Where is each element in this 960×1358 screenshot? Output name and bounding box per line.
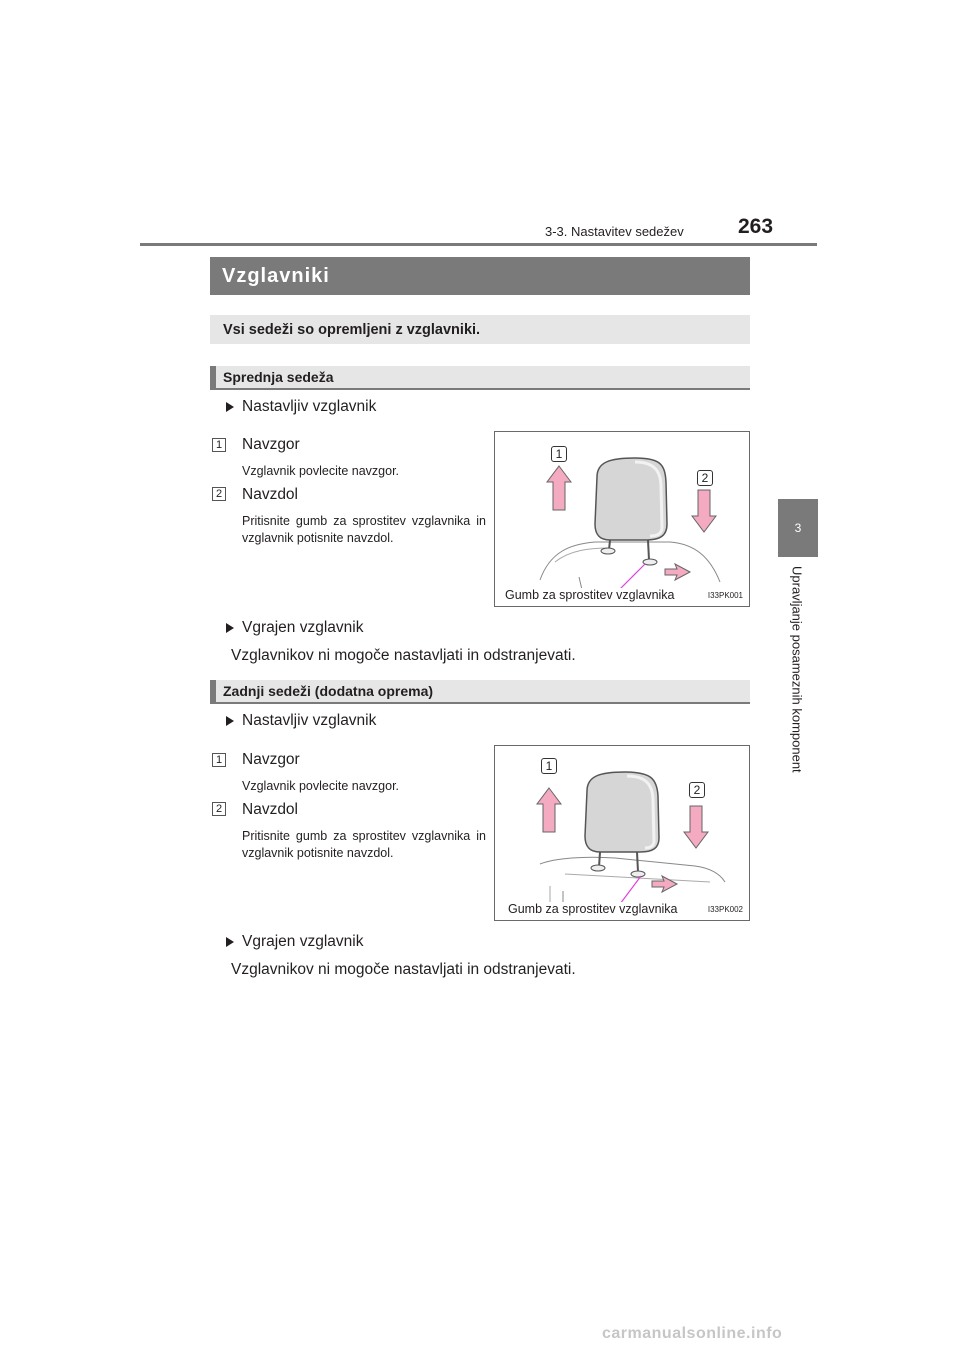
step-title-down: Navzdol	[242, 486, 298, 503]
bullet-label: Vgrajen vzglavnik	[242, 619, 364, 636]
figure-marker-2: 2	[689, 782, 705, 798]
chapter-number: 3	[794, 521, 802, 535]
chapter-title: Upravljanje posameznih komponent	[789, 566, 805, 773]
bullet-builtin-rear	[226, 933, 363, 951]
figure-marker-2: 2	[697, 470, 713, 486]
step-title-down: Navzdol	[242, 801, 298, 818]
figure-rear-headrest	[494, 745, 750, 921]
figure-front-headrest	[494, 431, 750, 607]
section-title: 3-3. Nastavitev sedežev	[545, 224, 684, 239]
step-number-2: 2	[212, 487, 226, 501]
triangle-bullet-icon	[226, 937, 234, 947]
headrest-illustration	[495, 432, 750, 607]
figure-callout-label: Gumb za sprostitev vzglavnika	[508, 902, 678, 916]
chapter-side-label	[777, 566, 817, 806]
section-heading-front: Sprednja sedeža	[210, 366, 750, 390]
step-number-2: 2	[212, 802, 226, 816]
triangle-bullet-icon	[226, 402, 234, 412]
bullet-builtin-front	[226, 619, 363, 637]
page-heading: Vzglavniki	[210, 257, 750, 295]
builtin-text-front: Vzglavnikov ni mogoče nastavljati in odstranjevati.	[231, 647, 576, 664]
figure-code: I33PK001	[707, 591, 743, 600]
header-divider	[140, 243, 817, 246]
figure-marker-1: 1	[551, 446, 567, 462]
intro-note: Vsi sedeži so opremljeni z vzglavniki.	[210, 315, 750, 344]
step-text-down: Pritisnite gumb za sprostitev vzglavnika in vzglavnik potisnite navzdol.	[242, 514, 486, 545]
section-heading-rear: Zadnji sedeži (dodatna oprema)	[210, 680, 750, 704]
step-number-1: 1	[212, 438, 226, 452]
headrest-illustration	[495, 746, 750, 921]
bullet-adjustable-front	[226, 398, 376, 416]
figure-callout-label: Gumb za sprostitev vzglavnika	[505, 588, 675, 602]
page-number: 263	[738, 215, 774, 238]
bullet-label: Vgrajen vzglavnik	[242, 933, 364, 950]
step-title-up: Navzgor	[242, 751, 300, 768]
watermark: carmanualsonline.info	[602, 1325, 783, 1342]
triangle-bullet-icon	[226, 623, 234, 633]
step-text-down: Pritisnite gumb za sprostitev vzglavnika in vzglavnik potisnite navzdol.	[242, 829, 486, 860]
bullet-label: Nastavljiv vzglavnik	[242, 712, 377, 729]
figure-code: I33PK002	[707, 905, 743, 914]
step-title-up: Navzgor	[242, 436, 300, 453]
bullet-adjustable-rear	[226, 712, 376, 730]
figure-marker-1: 1	[541, 758, 557, 774]
bullet-label: Nastavljiv vzglavnik	[242, 398, 377, 415]
builtin-text-rear: Vzglavnikov ni mogoče nastavljati in odstranjevati.	[231, 961, 576, 978]
step-number-1: 1	[212, 753, 226, 767]
chapter-tab[interactable]	[778, 499, 818, 557]
step-text-up: Vzglavnik povlecite navzgor.	[242, 779, 400, 793]
triangle-bullet-icon	[226, 716, 234, 726]
step-text-up: Vzglavnik povlecite navzgor.	[242, 464, 400, 478]
